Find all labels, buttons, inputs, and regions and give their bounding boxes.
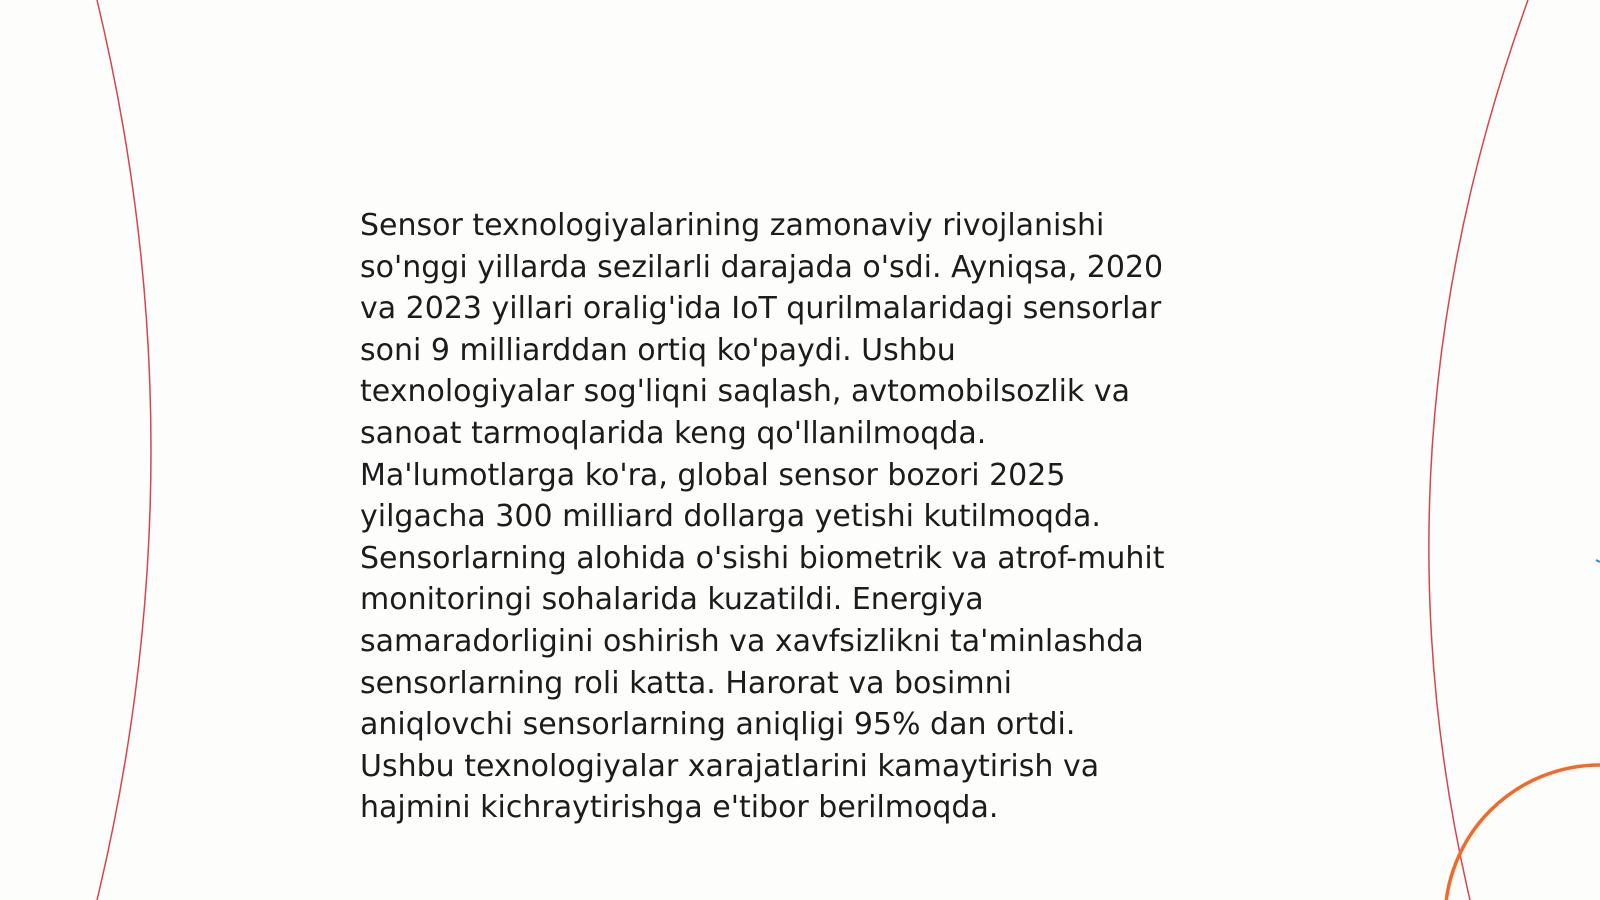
paragraph-line: sanoat tarmoqlarida keng qo'llanilmoqda. — [360, 415, 987, 451]
paragraph-line: texnologiyalar sog'liqni saqlash, avtomobilsozlik va — [360, 374, 1130, 410]
right-arc — [1429, 0, 1528, 900]
paragraph-line: va 2023 yillari oralig'ida IoT qurilmalaridagi sensorlar — [360, 291, 1162, 327]
orange-circle-arc — [1445, 765, 1600, 900]
paragraph-line: monitoringi sohalarida kuzatildi. Energiya — [360, 582, 984, 618]
paragraph-line: Sensorlarning alohida o'sishi biometrik va atrof-muhit — [360, 540, 1165, 576]
paragraph-line: yilgacha 300 milliard dollarga yetishi kutilmoqda. — [360, 499, 1101, 535]
paragraph-line: Ushbu texnologiyalar xarajatlarini kamaytirish va — [360, 748, 1100, 784]
blue-accent-mark — [1596, 560, 1600, 562]
paragraph-line: Ma'lumotlarga ko'ra, global sensor bozori 2025 — [360, 457, 1066, 493]
paragraph-line: soni 9 milliarddan ortiq ko'paydi. Ushbu — [360, 332, 956, 368]
paragraph-line: Sensor texnologiyalarining zamonaviy rivojlanishi — [360, 208, 1105, 243]
body-paragraph — [360, 205, 1260, 829]
left-arc — [97, 0, 151, 900]
paragraph-line: hajmini kichraytirishga e'tibor berilmoqda. — [360, 790, 999, 826]
paragraph-line: aniqlovchi sensorlarning aniqligi 95% dan ortdi. — [360, 707, 1076, 743]
paragraph-line: so'nggi yillarda sezilarli darajada o'sdi. Ayniqsa, 2020 — [360, 249, 1164, 285]
paragraph-line: samaradorligini oshirish va xavfsizlikni ta'minlashda — [360, 623, 1144, 659]
paragraph-line: sensorlarning roli katta. Harorat va bosimni — [360, 665, 1012, 701]
